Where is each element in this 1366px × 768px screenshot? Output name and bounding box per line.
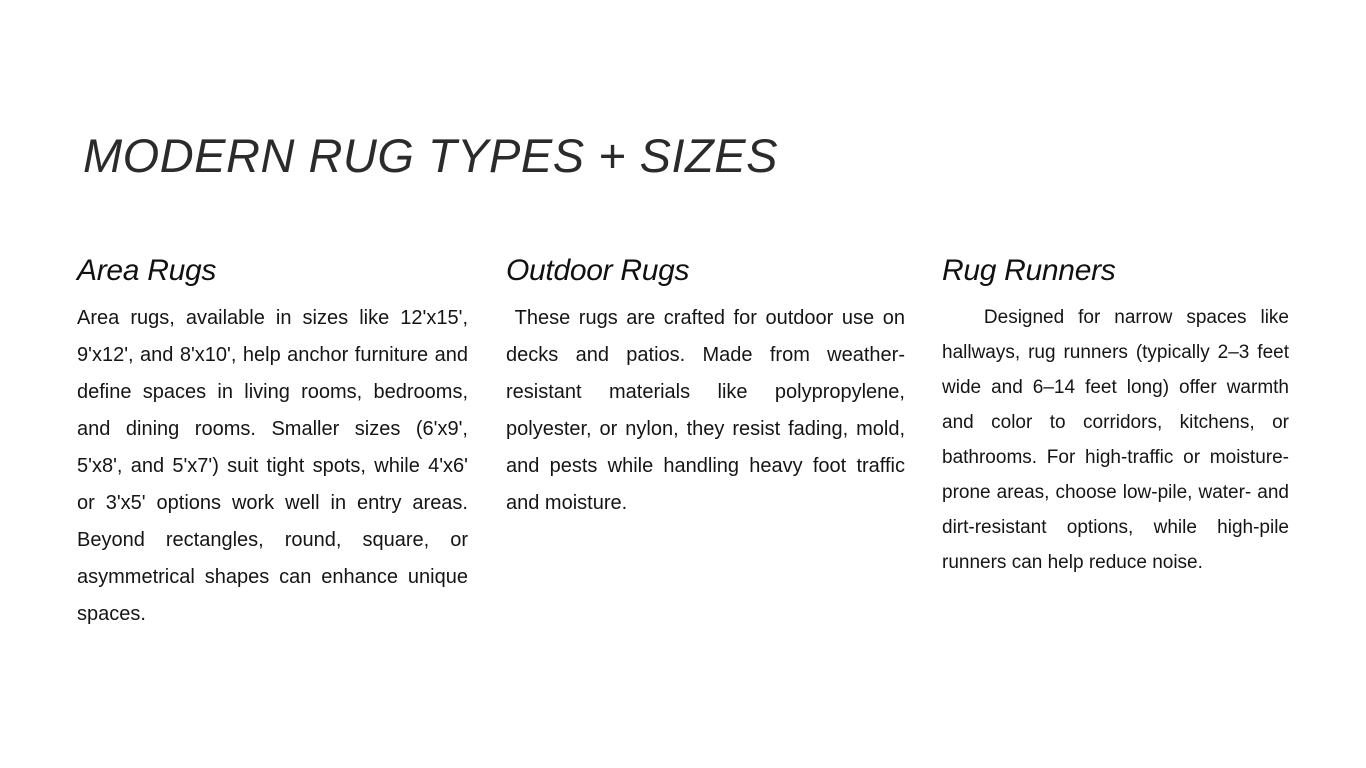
section-body-outdoor-rugs: These rugs are crafted for outdoor use on decks and patios. Made from weather-resistant materials like polypropylene, polyester, or nylon, they resist fading, mold, and pests while handling heavy foot traffic and moisture.: [506, 307, 911, 514]
section-heading-outdoor-rugs: Outdoor Rugs: [506, 254, 690, 287]
section-heading-rug-runners: Rug Runners: [942, 254, 1116, 287]
section-rug-runners: [942, 252, 1295, 580]
section-area-rugs: [77, 252, 468, 633]
section-heading-area-rugs: Area Rugs: [77, 254, 217, 287]
section-body-area-rugs: Area rugs, available in sizes like 12'x15', 9'x12', and 8'x10', help anchor furniture and define spaces in living rooms, bedrooms, and dining rooms. Smaller sizes (6'x9', 5'x8', and 5'x7') suit tight spots, while 4'x6' or 3'x5' options work well in entry areas. Beyond rectangles, round, square, or asymmetrical shapes can enhance unique spaces.: [77, 307, 468, 625]
section-outdoor-rugs: [506, 252, 911, 522]
page-title: MODERN RUG TYPES + SIZES: [83, 129, 778, 182]
section-body-rug-runners: Designed for narrow spaces like hallways, rug runners (typically 2–3 feet wide and 6–14 feet long) offer warmth and color to corridors, kitchens, or bathrooms. For high-traffic or moisture-prone areas, choose low-pile, water- and dirt-resistant options, while high-pile runners can help reduce noise.: [942, 307, 1295, 573]
